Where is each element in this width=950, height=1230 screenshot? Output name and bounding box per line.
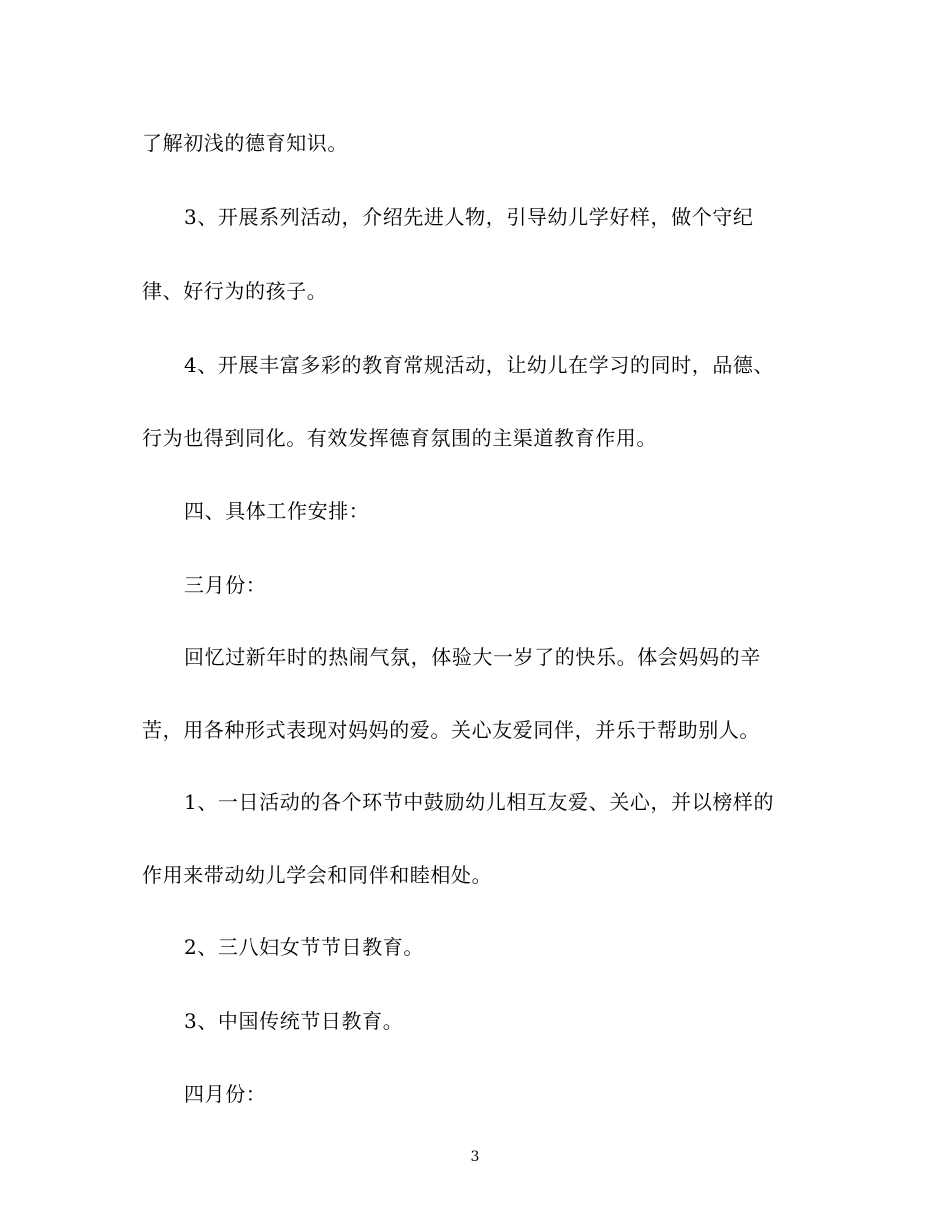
text-line: 3、开展系列活动，介绍先进人物，引导幼儿学好样，做个守纪 [184,205,754,229]
text-line: 行为也得到同化。有效发挥德育氛围的主渠道教育作用。 [142,426,657,450]
text-line: 了解初浅的德育知识。 [142,131,348,155]
section-heading: 四、具体工作安排： [184,499,370,523]
text-line: 律、好行为的孩子。 [142,279,328,303]
text-line: 作用来带动幼儿学会和同伴和睦相处。 [142,863,493,887]
text-line: 1、一日活动的各个环节中鼓励幼儿相互友爱、关心，并以榜样的 [184,790,775,814]
text-line: 回忆过新年时的热闹气氛，体验大一岁了的快乐。体会妈妈的辛 [184,645,761,669]
month-heading: 三月份： [184,573,267,597]
text-line: 3、中国传统节日教育。 [184,1009,404,1033]
text-line: 2、三八妇女节节日教育。 [184,935,424,959]
text-line: 4、开展丰富多彩的教育常规活动，让幼儿在学习的同时，品德、 [184,353,775,377]
page-number: 3 [470,1149,480,1165]
text-line: 苦，用各种形式表现对妈妈的爱。关心友爱同伴，并乐于帮助别人。 [142,718,760,742]
month-heading: 四月份： [184,1082,267,1106]
